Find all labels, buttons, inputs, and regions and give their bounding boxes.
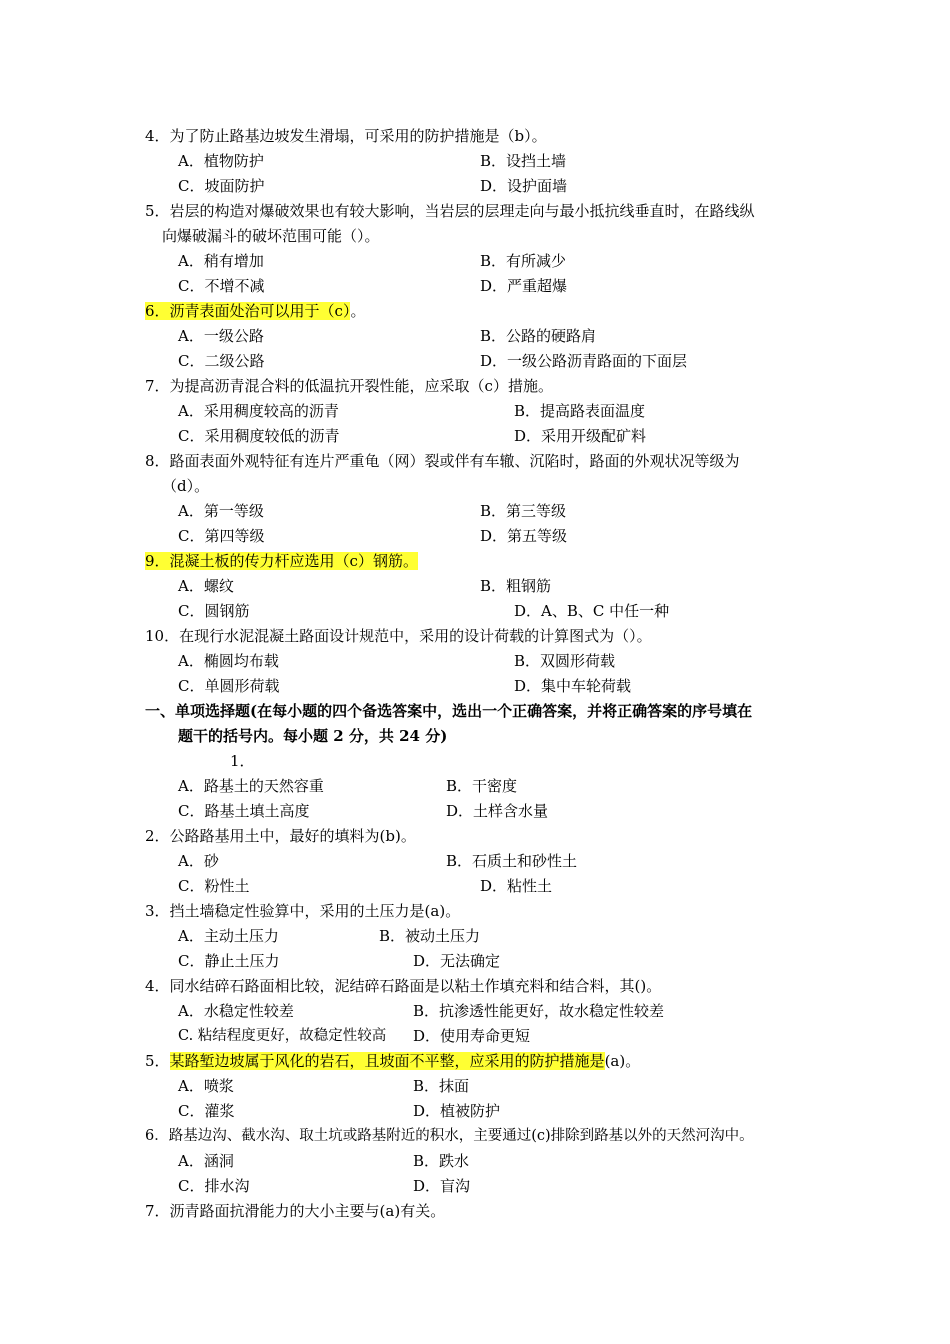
s2-option-c: C．粉性土 bbox=[178, 877, 250, 895]
q7-option-b: B．提高路表面温度 bbox=[514, 402, 646, 420]
s2-option-a: A．砂 bbox=[178, 852, 219, 870]
s2-option-d: D．粘性土 bbox=[480, 877, 553, 895]
q10-option-b: B．双圆形荷载 bbox=[514, 652, 616, 670]
q6-option-b: B．公路的硬路肩 bbox=[480, 327, 597, 345]
s4-option-d: D．使用寿命更短 bbox=[413, 1027, 531, 1045]
q4-option-a: A．植物防护 bbox=[178, 152, 264, 170]
s2-stem: 2．公路路基用土中，最好的填料为(b)。 bbox=[145, 827, 416, 845]
q6-option-d: D．一级公路沥青路面的下面层 bbox=[480, 352, 688, 370]
s5-stem-tail: (a)。 bbox=[604, 1052, 641, 1070]
q8-option-d: D．第五等级 bbox=[480, 527, 568, 545]
s5-stem-number: 5． bbox=[145, 1052, 170, 1070]
s3-option-c: C．静止土压力 bbox=[178, 952, 280, 970]
s1-option-b: B．干密度 bbox=[446, 777, 518, 795]
q10-stem: 10．在现行水泥混凝土路面设计规范中，采用的设计荷载的计算图式为（）。 bbox=[145, 627, 652, 645]
q5-option-c: C．不增不减 bbox=[178, 277, 265, 295]
q9-stem bbox=[145, 552, 418, 570]
s5-option-a: A．喷浆 bbox=[178, 1077, 234, 1095]
s6-option-a: A．涵洞 bbox=[178, 1152, 234, 1170]
q9-option-a: A．螺纹 bbox=[178, 577, 234, 595]
q7-option-d: D．采用开级配矿料 bbox=[514, 427, 647, 445]
q10-option-d: D．集中车轮荷载 bbox=[514, 677, 632, 695]
q6-stem-highlight: 6．沥青表面处治可以用于（c） bbox=[145, 302, 351, 320]
s6-option-b: B．跌水 bbox=[413, 1152, 470, 1170]
q8-option-b: B．第三等级 bbox=[480, 502, 567, 520]
s5-option-b: B．抹面 bbox=[413, 1077, 470, 1095]
q5-option-a: A．稍有增加 bbox=[178, 252, 264, 270]
s3-option-a: A．主动土压力 bbox=[178, 927, 279, 945]
section-heading-line2: 题干的括号内。每小题 2 分，共 24 分) bbox=[178, 727, 448, 745]
q10-option-a: A．椭圆均布载 bbox=[178, 652, 279, 670]
s2-option-b: B．石质土和砂性土 bbox=[446, 852, 578, 870]
q4-option-d: D．设护面墙 bbox=[480, 177, 568, 195]
s1-option-d: D．土样含水量 bbox=[446, 802, 549, 820]
q4-option-b: B．设挡土墙 bbox=[480, 152, 567, 170]
q9-stem-highlight: 9．混凝土板的传力杆应选用（c）钢筋。 bbox=[145, 552, 418, 570]
s6-stem: 6．路基边沟、截水沟、取土坑或路基附近的积水，主要通过(c)排除到路基以外的天然河沟中。 bbox=[145, 1128, 754, 1144]
q9-option-c: C．圆钢筋 bbox=[178, 602, 250, 620]
q8-option-a: A．第一等级 bbox=[178, 502, 264, 520]
q5-option-d: D．严重超爆 bbox=[480, 277, 568, 295]
q5-stem-line1: 5．岩层的构造对爆破效果也有较大影响，当岩层的层理走向与最小抵抗线垂直时，在路线纵 bbox=[145, 202, 755, 220]
s3-option-b: B．被动土压力 bbox=[379, 927, 481, 945]
s4-option-a: A．水稳定性较差 bbox=[178, 1002, 294, 1020]
q8-stem-line1: 8．路面表面外观特征有连片严重龟（网）裂或伴有车辙、沉陷时，路面的外观状况等级为 bbox=[145, 452, 740, 470]
q4-stem: 4．为了防止路基边坡发生滑塌，可采用的防护措施是（b）。 bbox=[145, 127, 547, 145]
s5-stem bbox=[145, 1052, 640, 1070]
s1-stem: 1． bbox=[230, 752, 255, 770]
q5-stem-line2: 向爆破漏斗的破坏范围可能（）。 bbox=[162, 227, 380, 245]
s7-stem: 7．沥青路面抗滑能力的大小主要与(a)有关。 bbox=[145, 1202, 446, 1220]
s4-option-c: C. 粘结程度更好，故稳定性较高 bbox=[178, 1028, 387, 1044]
q8-option-c: C．第四等级 bbox=[178, 527, 265, 545]
q6-stem bbox=[145, 302, 365, 320]
q9-option-b: B．粗钢筋 bbox=[480, 577, 552, 595]
q6-stem-tail: 。 bbox=[350, 302, 366, 320]
q4-option-c: C．坡面防护 bbox=[178, 177, 265, 195]
s4-option-b: B．抗渗透性能更好，故水稳定性较差 bbox=[413, 1002, 665, 1020]
s5-stem-highlight: 某路堑边坡属于风化的岩石，且坡面不平整，应采用的防护措施是 bbox=[169, 1052, 605, 1070]
s6-option-d: D．盲沟 bbox=[413, 1177, 471, 1195]
q6-option-c: C．二级公路 bbox=[178, 352, 265, 370]
s1-option-c: C．路基土填土高度 bbox=[178, 802, 310, 820]
section-heading-line1: 一、单项选择题(在每小题的四个备选答案中，选出一个正确答案，并将正确答案的序号填在 bbox=[145, 702, 753, 720]
q5-option-b: B．有所减少 bbox=[480, 252, 567, 270]
q6-option-a: A．一级公路 bbox=[178, 327, 264, 345]
q7-option-c: C．采用稠度较低的沥青 bbox=[178, 427, 340, 445]
q9-option-d: D．A、B、C 中任一种 bbox=[514, 602, 670, 620]
s5-option-c: C．灌浆 bbox=[178, 1102, 235, 1120]
s6-option-c: C．排水沟 bbox=[178, 1177, 250, 1195]
s1-option-a: A．路基土的天然容重 bbox=[178, 777, 324, 795]
s3-option-d: D．无法确定 bbox=[413, 952, 501, 970]
q10-option-c: C．单圆形荷载 bbox=[178, 677, 280, 695]
s4-stem: 4．同水结碎石路面相比较，泥结碎石路面是以粘土作填充料和结合料，其()。 bbox=[145, 977, 662, 995]
q7-stem: 7．为提高沥青混合料的低温抗开裂性能，应采取（c）措施。 bbox=[145, 377, 553, 395]
s5-option-d: D．植被防护 bbox=[413, 1102, 501, 1120]
q7-option-a: A．采用稠度较高的沥青 bbox=[178, 402, 339, 420]
q8-stem-line2: （d）。 bbox=[162, 477, 210, 495]
s3-stem: 3．挡土墙稳定性验算中，采用的土压力是(a)。 bbox=[145, 902, 461, 920]
